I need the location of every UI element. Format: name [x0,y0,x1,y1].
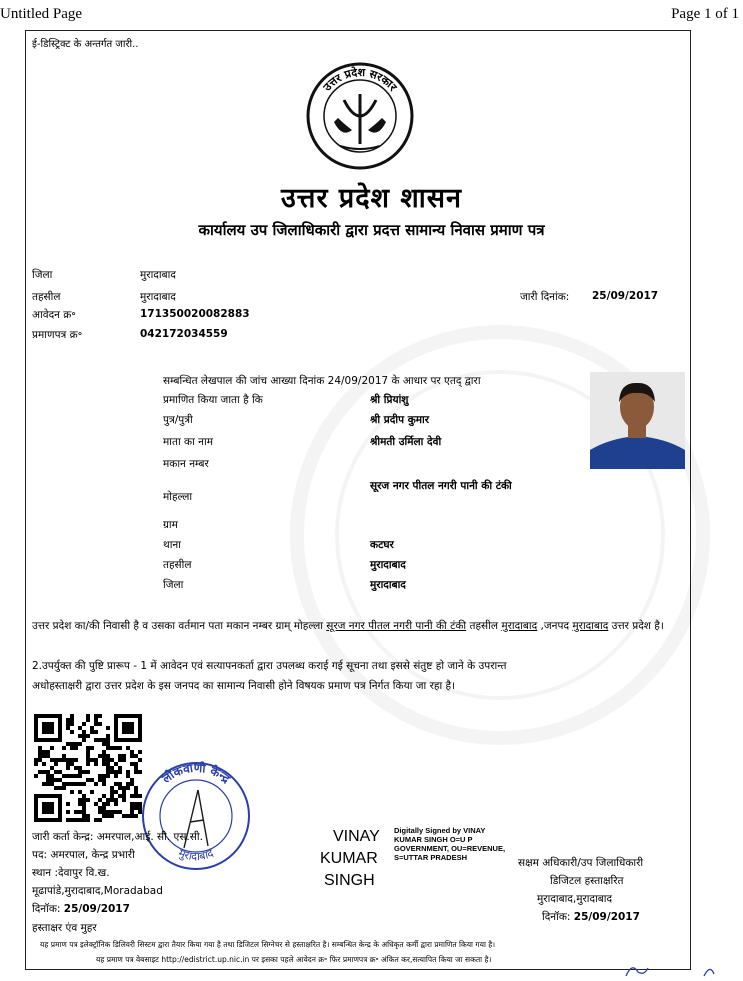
sig-info-line-3: GOVERNMENT, OU=REVENUE, [394,844,506,853]
meta-value-certificate-no: 042172034559 [140,328,228,340]
designation-value: अमरपाल, केन्द्र प्रभारी [50,849,135,861]
residence-text-4: उत्तर प्रदेश है। [608,620,664,632]
qr-code [34,714,142,822]
state-emblem [304,60,416,172]
detail-value-father: श्री प्रदीप कुमार [370,414,430,426]
residence-locality: सूरज नगर पीतल नगरी पानी की टंकी [326,620,467,632]
center-date-row [32,902,130,916]
place-label: स्थान : [32,867,59,879]
authority-title: सक्षम अधिकारी/उप जिलाधिकारी [518,857,644,869]
authority-date: 25/09/2017 [573,911,640,923]
detail-label-parent: पुत्र/पुत्री [163,414,193,426]
authority-date-row [542,910,640,924]
place-row [32,866,110,880]
residence-text-1: उत्तर प्रदेश का/की निवासी है व उसका वर्तमान पता मकान नम्बर ग्राम् मोहल्ला [32,620,327,632]
residence-district: मुरादाबाद [572,620,609,632]
svg-text:मुरादाबाद [177,846,216,863]
stamp-location: मुरादाबाद [176,846,216,864]
detail-value-name: श्री प्रियांशु [370,394,409,406]
handwritten-marks [618,958,738,977]
signer-name-line-3: SINGH [324,872,375,889]
meta-value-district: मुरादाबाद [140,269,176,281]
center-date-label: दिनॉक: [32,903,61,915]
emblem-text: उत्तर प्रदेश सरकार [320,65,400,94]
applicant-photo [590,372,685,469]
detail-value-tehsil: मुरादाबाद [370,559,406,571]
residence-paragraph [32,616,672,636]
detail-label-locality: मोहल्ला [163,491,193,503]
meta-label-district: जिला [32,269,53,281]
detail-label-village: ग्राम [163,519,178,531]
issue-date-label: जारी दिनांक: [520,291,570,303]
detail-value-mother: श्रीमती उर्मिला देवी [370,436,442,448]
detail-value-district: मुरादाबाद [370,579,406,591]
signer-name-line-1: VINAY [333,828,380,845]
digital-signature-info [394,826,505,862]
issuing-center-row [32,830,203,844]
residence-tehsil: मुरादाबाद [501,620,538,632]
detail-label-mother: माता का नाम [163,436,213,448]
issuing-center-label: जारी कर्ता केन्द्र: [32,831,94,843]
meta-label-application-no: आवेदन क्र॰ [32,309,76,321]
authority-digitally-signed: डिजिटल हस्ताक्षरित [550,875,624,887]
stamp-title: लोकवाणी केन्द्र [159,760,233,786]
authority-date-label: दिनॉक: [542,911,571,923]
footer-note-1: यह प्रमाण पत्र इलेक्ट्रॉनिक डिलिवरी सिस्टम द्वारा तैयार किया गया है तथा डिजिटल सिग्नेचर से हस्ताक्षरित है। सम्बन्धित केन्द्र के अधिकृत कर्मी द्वारा प्रमाणित किया गया है। [40,940,496,949]
detail-label-police-station: थाना [163,539,181,551]
detail-label-tehsil: तहसील [163,559,192,571]
detail-label-certified: प्रमाणित किया जाता है कि [163,394,263,406]
detail-label-house-no: मकान नम्बर [163,458,209,470]
authority-location: मुरादाबाद,मुरादाबाद [537,893,613,905]
designation-row [32,848,135,862]
page-header-title: Untitled Page [0,6,83,22]
government-title: उत्तर प्रदेश शासन [281,183,462,214]
meta-label-certificate-no: प्रमाणपत्र क्र॰ [32,329,83,341]
place-line-2: मूढापांडे,मुरादाबाद,Moradabad [32,885,163,897]
confirmation-line-2: अधोहस्ताक्षरी द्वारा उत्तर प्रदेश के इस जनपद का सामान्य निवासी होने विषयक प्रमाण पत्र निर्गत किया जा रहा है। [32,680,456,692]
certificate-title: कार्यालय उप जिलाधिकारी द्वारा प्रदत्त सामान्य निवास प्रमाण पत्र [198,221,545,239]
sig-info-line-1: Digitally Signed by VINAY [394,826,486,835]
detail-label-district: जिला [163,579,184,591]
footer-note-2: यह प्रमाण पत्र वेबसाइट http://edistrict.up.nic.in पर इसका पहले आवेदन क्र॰ फिर प्रमाणपत्र क्र॰ अंकित कर,सत्यापित किया जा सकता है। [96,955,492,964]
designation-label: पद: [32,849,48,861]
center-date: 25/09/2017 [63,903,130,915]
issuing-center-value: अमरपाल,आई. सी. एस.सी. [96,831,203,843]
center-seal-stamp [140,760,252,872]
meta-value-tehsil: मुरादाबाद [140,291,176,303]
page-number: Page 1 of 1 [671,6,739,22]
place-value: देवापुर वि.ख. [58,867,110,879]
meta-label-tehsil: तहसील [32,291,61,303]
inquiry-intro: सम्बन्धित लेखपाल की जांच आख्या दिनांक 24/09/2017 के आधार पर एतद् द्वारा [163,375,481,387]
issue-date: 25/09/2017 [592,290,659,302]
sig-info-line-2: KUMAR SINGH O=U P [394,835,473,844]
svg-text:लोकवाणी केन्द्र [159,761,234,787]
detail-value-locality: सूरज नगर पीतल नगरी पानी की टंकी [370,480,512,492]
issued-under-note: ई-डिस्ट्रिक्ट के अन्तर्गत जारी.. [32,39,139,50]
confirmation-line-1: 2.उपर्युक्त की पुष्टि प्रारूप - 1 में आवेदन एवं सत्यापनकर्ता द्वारा उपलब्ध कराई गई सूचना तथा इससे संतुष्ट हो जाने के उपरान्त [32,660,507,672]
signer-name-line-2: KUMAR [320,850,378,867]
detail-value-police-station: कटघर [370,539,394,551]
signature-seal-label: हस्ताक्षर एंव मुहर [32,922,97,934]
meta-value-application-no: 171350020082883 [140,308,250,320]
sig-info-line-4: S=UTTAR PRADESH [394,853,467,862]
residence-text-2: तहसील [466,620,502,632]
residence-text-3: ,जनपद [537,620,573,632]
